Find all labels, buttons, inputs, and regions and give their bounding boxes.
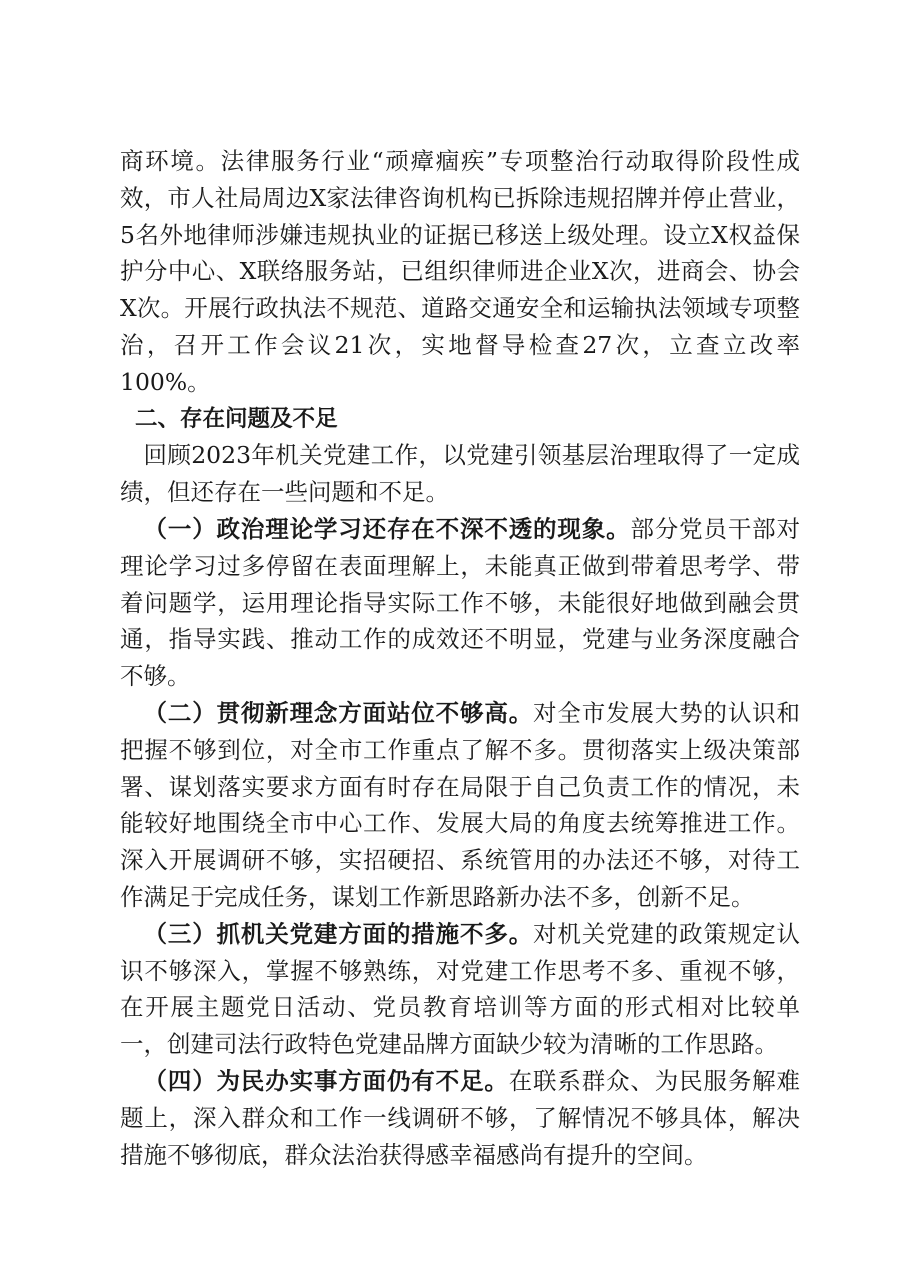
problem-item-3 <box>120 916 800 1063</box>
section-two-overview: 回顾2023年机关党建工作，以党建引领基层治理取得了一定成绩，但还存在一些问题和不足。 <box>120 441 800 507</box>
problem-item-1-body: 部分党员干部对理论学习过多停留在表面理解上，未能真正做到带着思考学、带着问题学，运用理论指导实际工作不够，未能很好地做到融会贯通，指导实践、推动工作的成效还不明显，党建与业务深度融合不够。 <box>120 514 801 691</box>
intro-paragraph: 商环境。法律服务行业“顽瘴痼疾”专项整治行动取得阶段性成效，市人社局周边X家法律咨询机构已拆除违规招牌并停止营业，5名外地律师涉嫌违规执业的证据已移送上级处理。设立X权益保护分中心、X联络服务站，已组织律师进企业X次，进商会、协会X次。开展行政执法不规范、道路交通安全和运输执法领域专项整治，召开工作会议21次，实地督导检查27次，立查立改率100%。 <box>120 147 800 396</box>
problem-item-4-heading: （四）为民办实事方面仍有不足。 <box>143 1066 509 1095</box>
problem-item-1-heading: （一）政治理论学习还存在不深不透的现象。 <box>143 514 631 543</box>
problem-item-4-body: 在联系群众、为民服务解难题上，深入群众和工作一线调研不够，了解情况不够具体，解决措施不够彻底，群众法治获得感幸福感尚有提升的空间。 <box>120 1066 801 1169</box>
problem-item-4 <box>120 1063 800 1173</box>
problem-item-2-heading: （二）贯彻新理念方面站位不够高。 <box>143 698 534 727</box>
problem-item-1 <box>120 511 800 695</box>
problem-item-2 <box>120 695 800 916</box>
problem-item-3-body: 对机关党建的政策规定认识不够深入，掌握不够熟练，对党建工作思考不多、重视不够，在开展主题党日活动、党员教育培训等方面的形式相对比较单一，创建司法行政特色党建品牌方面缺少较为清晰的工作思路。 <box>120 919 801 1059</box>
problem-item-2-body: 对全市发展大势的认识和把握不够到位，对全市工作重点了解不多。贯彻落实上级决策部署、谋划落实要求方面有时存在局限于自己负责工作的情况，未能较好地围绕全市中心工作、发展大局的角度去统筹推进工作。深入开展调研不够，实招硬招、系统管用的办法还不够，对待工作满足于完成任务，谋划工作新思路新办法不多，创新不足。 <box>120 698 801 911</box>
section-two-heading: 二、存在问题及不足 <box>135 405 338 432</box>
problem-item-3-heading: （三）抓机关党建方面的措施不多。 <box>143 919 534 948</box>
document-page <box>120 143 800 1173</box>
